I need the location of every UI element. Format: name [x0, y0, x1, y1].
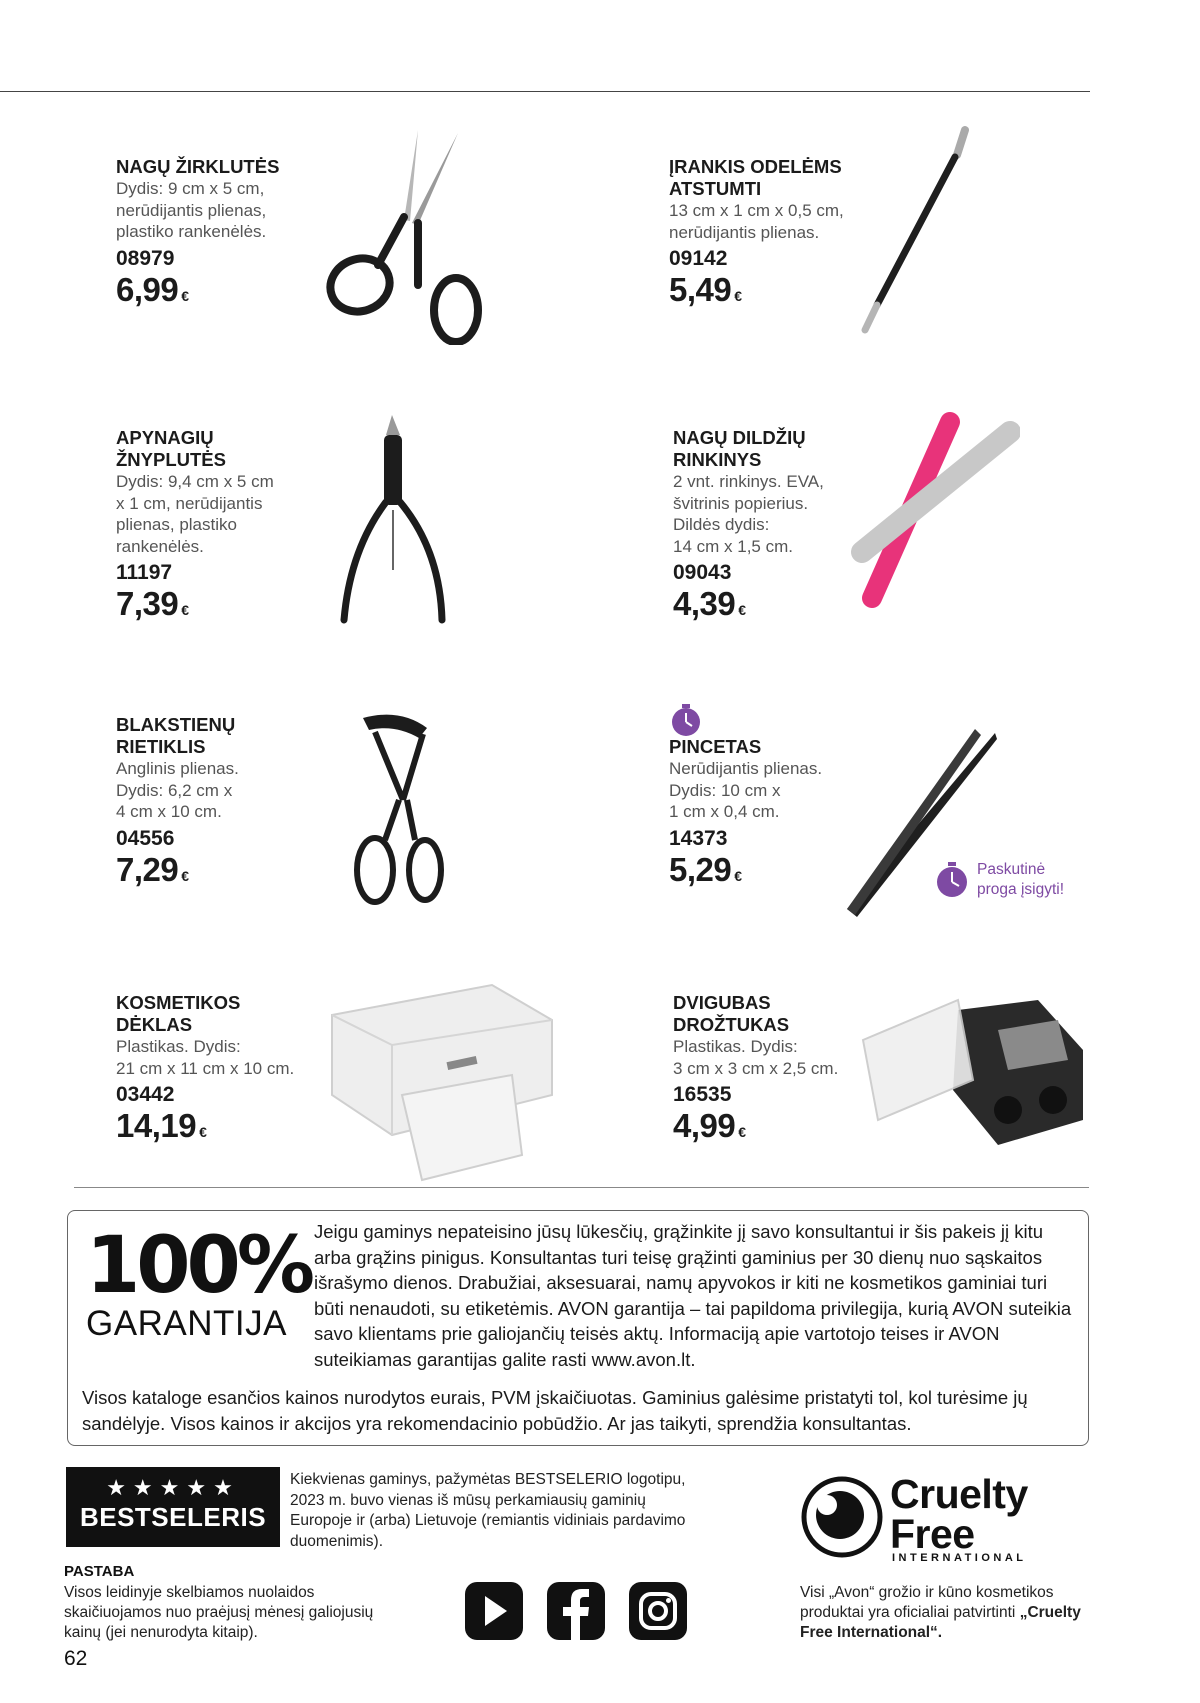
scissors-image	[318, 125, 488, 345]
currency: €	[181, 867, 190, 884]
nail-file-image	[850, 410, 1020, 610]
product-code: 08979	[116, 246, 175, 270]
product-code: 09043	[673, 561, 732, 584]
cruelty-free-text-part: Visi „Avon“ grožio ir kūno kosmetikos produktai yra oficialiai patvirtinti	[800, 1584, 1054, 1621]
product-code: 04556	[116, 826, 175, 850]
product-description: Anglinis plienas. Dydis: 6,2 cm x 4 cm x 10 cm.	[116, 759, 239, 821]
currency: €	[738, 602, 747, 618]
youtube-icon[interactable]	[465, 1582, 523, 1640]
product-description: Plastikas. Dydis: 21 cm x 11 cm x 10 cm.	[116, 1037, 295, 1078]
product-code: 11197	[116, 561, 173, 584]
product-description: Nerūdijantis plienas. Dydis: 10 cm x 1 cm x 0,4 cm.	[669, 759, 823, 821]
product-name: APYNAGIŲ ŽNYPLUTĖS	[116, 427, 226, 470]
instagram-icon[interactable]	[629, 1582, 687, 1640]
product-price	[116, 586, 356, 628]
price-value: 14,19	[116, 1107, 197, 1144]
section-divider	[74, 1187, 1089, 1188]
product-cosmetic-organizer	[116, 992, 356, 1150]
price-value: 7,39	[116, 585, 179, 622]
price-value: 4,99	[673, 1107, 736, 1144]
product-name: ĮRANKIS ODELĖMS ATSTUMTI	[669, 156, 842, 199]
currency: €	[734, 867, 743, 884]
cruelty-free-title: Cruelty Free	[890, 1471, 1028, 1557]
product-description: Dydis: 9,4 cm x 5 cm x 1 cm, nerūdijantis plienas, plastiko rankenėlės.	[116, 472, 274, 556]
product-price	[116, 1108, 356, 1150]
guarantee-text: Jeigu gaminys nepateisino jūsų lūkesčių, grąžinkite jį savo konsultantui ir šis pakeis jį kitu arba grąžins pinigus. Konsultantas turi teisę grąžinti gaminius per 30 dienų nuo sąskaitos išrašymo dienos. Drabužiai, aksesuarai, namų apyvokos ir kiti ne kosmetikos gaminiai turi būti nenaudoti, su etiketėmis. AVON garantija – tai papildoma privilegija, kurią AVON suteikia savo klientams prie galiojančių teisės aktų. Informaciją apie vartotojo teises ir AVON suteikiamas garantijas galite rasti www.avon.lt.	[314, 1221, 1072, 1370]
product-description: 13 cm x 1 cm x 0,5 cm, nerūdijantis plienas.	[669, 201, 844, 242]
product-code: 09142	[669, 247, 728, 270]
product-code: 14373	[669, 826, 728, 850]
cosmetic-organizer-image	[322, 975, 557, 1185]
cruelty-free-text-bold: „Cruelty Free International“.	[800, 1604, 1081, 1641]
currency: €	[738, 1124, 747, 1140]
currency: €	[181, 287, 190, 304]
guarantee-title: GARANTIJA	[86, 1304, 287, 1343]
price-value: 5,29	[669, 850, 732, 888]
double-sharpener-image	[858, 990, 1088, 1150]
bestseller-label: BESTSELERIS	[79, 1502, 267, 1532]
star-icons: ★★★★★	[106, 1475, 240, 1500]
top-divider	[0, 91, 1090, 92]
prices-note: Visos kataloge esančios kainos nurodytos eurais, PVM įskaičiuotas. Gaminius galėsime pristatyti tol, kol turėsime jų sandėlyje. Visos kainos ir akcijos yra rekomendacinio pobūdžio. Ar jas taikyti, sprendžia konsultantas.	[82, 1387, 1028, 1434]
price-value: 4,39	[673, 585, 736, 622]
product-description: Plastikas. Dydis: 3 cm x 3 cm x 2,5 cm.	[673, 1037, 839, 1078]
product-name: BLAKSTIENŲ RIETIKLIS	[116, 714, 236, 757]
product-name: DVIGUBAS DROŽTUKAS	[673, 992, 790, 1035]
product-description: 2 vnt. rinkinys. EVA, švitrinis popierius. Dildės dydis: 14 cm x 1,5 cm.	[673, 472, 824, 556]
cuticle-nipper-image	[330, 410, 460, 630]
last-chance-badge	[935, 860, 1064, 900]
cruelty-free-subtitle: INTERNATIONAL	[892, 1552, 1027, 1564]
cruelty-free-text	[800, 1583, 1110, 1643]
product-name: KOSMETIKOS DĖKLAS	[116, 992, 241, 1035]
product-name: NAGŲ DILDŽIŲ RINKINYS	[673, 427, 806, 470]
currency: €	[181, 602, 190, 618]
guarantee-percent: 100%	[86, 1221, 311, 1311]
product-price	[116, 852, 356, 894]
price-value: 6,99	[116, 270, 179, 308]
stopwatch-icon	[935, 861, 969, 899]
cuticle-pusher-image	[855, 125, 975, 335]
note-text: Visos leidinyje skelbiamos nuolaidos skaičiuojamos nuo praėjusį mėnesį galiojusių kainų (jei nenurodyta kitaip).	[64, 1584, 374, 1641]
page-number: 62	[64, 1647, 88, 1670]
stopwatch-icon	[669, 703, 703, 737]
bestseller-badge	[66, 1467, 280, 1547]
currency: €	[199, 1124, 207, 1140]
last-chance-text: Paskutinė proga įsigyti!	[977, 861, 1065, 898]
price-value: 5,49	[669, 271, 732, 308]
price-value: 7,29	[116, 850, 179, 888]
facebook-icon[interactable]	[547, 1582, 605, 1640]
eyelash-curler-image	[345, 710, 455, 910]
product-cuticle-nipper	[116, 427, 356, 628]
cruelty-free-logo-icon	[800, 1475, 884, 1559]
product-name: NAGŲ ŽIRKLUTĖS	[116, 156, 280, 177]
guarantee-box	[67, 1210, 1089, 1446]
product-eyelash-curler	[116, 714, 356, 894]
bestseller-text: Kiekvienas gaminys, pažymėtas BESTSELERIO logotipu, 2023 m. buvo vienas iš mūsų perkamiausių gaminių Europoje ir (arba) Lietuvoje (remiantis vidiniais pardavimo duomenimis).	[290, 1471, 686, 1550]
product-name: PINCETAS	[669, 736, 762, 757]
product-code: 03442	[116, 1083, 175, 1106]
product-code: 16535	[673, 1083, 732, 1106]
currency: €	[734, 288, 743, 304]
product-description: Dydis: 9 cm x 5 cm, nerūdijantis plienas, plastiko rankenėlės.	[116, 179, 267, 241]
note-title: PASTABA	[64, 1563, 135, 1580]
